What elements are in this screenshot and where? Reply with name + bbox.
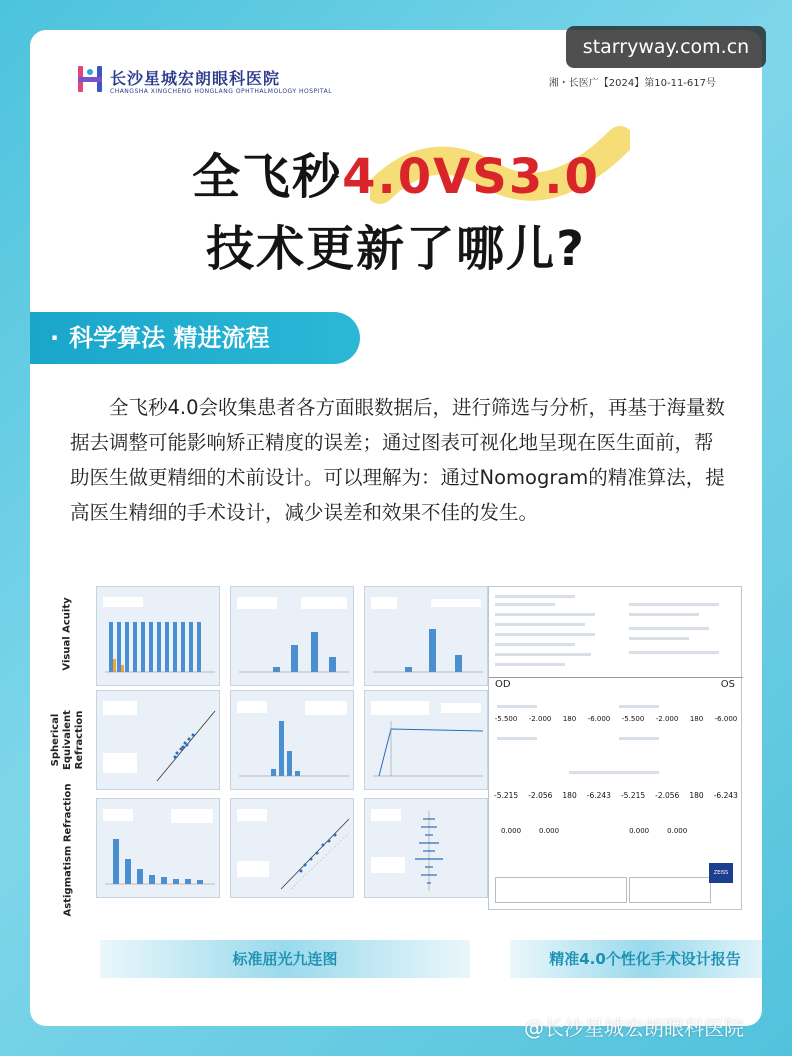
report-od-label: OD xyxy=(495,679,511,690)
section-bullet: · xyxy=(50,324,60,352)
bar-chart-graphic xyxy=(231,587,355,687)
chart-panel-9 xyxy=(364,798,488,898)
report-text-line xyxy=(495,633,595,636)
scatter-chart-graphic xyxy=(231,799,355,899)
title-version-highlight: 4.0VS3.0 xyxy=(342,149,600,205)
caption-nine-chart: 标准屈光九连图 xyxy=(100,940,470,978)
chart-panel-6 xyxy=(364,690,488,790)
bar-chart-graphic xyxy=(231,691,355,791)
vector-chart-graphic xyxy=(365,799,489,899)
refraction-nine-chart-figure xyxy=(48,582,468,917)
bar-chart-graphic xyxy=(365,587,489,687)
report-text-line xyxy=(495,653,591,656)
chart-panel-4 xyxy=(96,690,220,790)
report-text-line xyxy=(495,643,575,646)
report-text-line xyxy=(629,627,709,630)
site-watermark: starryway.com.cn xyxy=(566,26,766,68)
report-text-line xyxy=(619,737,659,740)
report-text-line xyxy=(629,651,719,654)
report-text-line xyxy=(495,595,575,598)
poster-card xyxy=(30,30,762,1026)
report-text-line xyxy=(495,623,585,626)
report-text-line xyxy=(629,603,719,606)
chart-panel-2 xyxy=(230,586,354,686)
row-label-astigmatism: Astigmatism Refraction xyxy=(62,783,73,917)
report-os-label: OS xyxy=(720,679,735,690)
report-notes-box xyxy=(495,877,627,903)
report-text-line xyxy=(619,705,659,708)
line-chart-graphic xyxy=(365,691,489,791)
report-value-row-2: -5.215 -2.056 180 -6.243 -5.215 -2.056 180 -6.243 xyxy=(494,791,738,800)
report-value-row-3: 0.000 0.000 0.000 0.000 xyxy=(501,827,688,835)
chart-panel-8 xyxy=(230,798,354,898)
report-value-row-1: -5.500 -2.000 180 -6.000 -5.500 -2.000 180 -6.000 xyxy=(494,715,738,723)
hospital-name-en: CHANGSHA XINGCHENG HONGLANG OPHTHALMOLOGY HOSPITAL xyxy=(110,88,333,95)
ad-license-number: 湘・长医广【2024】第10-11-617号 xyxy=(548,78,716,89)
surgical-design-report xyxy=(488,586,742,910)
section-heading-bar xyxy=(30,312,360,364)
report-signature-box xyxy=(629,877,711,903)
page-title-line1: 全飞秒4.0VS3.0 xyxy=(192,149,600,205)
report-text-line xyxy=(629,637,689,640)
chart-panel-3 xyxy=(364,586,488,686)
body-paragraph: 全飞秒4.0会收集患者各方面眼数据后，进行筛选与分析，再基于海量数据去调整可能影响矫正精度的误差；通过图表可视化地呈现在医生面前，帮助医生做更精细的术前设计。可以理解为：通过Nomogram的精准算法，提高医生精细的手术设计，减少误差和效果不佳的发生。 xyxy=(70,396,726,524)
zeiss-logo: ZEISS xyxy=(709,863,733,883)
scatter-chart-graphic xyxy=(97,691,221,791)
report-text-line xyxy=(495,663,565,666)
report-text-line xyxy=(629,613,699,616)
report-text-line xyxy=(495,603,555,606)
bar-chart-graphic xyxy=(97,587,221,687)
report-divider xyxy=(489,677,743,678)
chart-panel-5 xyxy=(230,690,354,790)
row-label-spherical-equivalent: Spherical Equivalent Refraction xyxy=(50,710,85,770)
hospital-name-cn: 长沙星城宏朗眼科医院 xyxy=(110,69,281,88)
row-label-visual-acuity: Visual Acuity xyxy=(62,597,74,671)
report-text-line xyxy=(569,771,659,774)
report-text-line xyxy=(495,613,595,616)
footer-account-watermark: @长沙星城宏朗眼科医院 xyxy=(524,1016,744,1040)
report-text-line xyxy=(497,705,537,708)
report-text-line xyxy=(497,737,537,740)
page-title-line2: 技术更新了哪儿? xyxy=(206,221,586,277)
section-heading: 科学算法 精进流程 xyxy=(69,324,270,352)
bar-chart-graphic xyxy=(97,799,221,899)
caption-design-report: 精准4.0个性化手术设计报告 xyxy=(510,940,762,978)
chart-panel-1 xyxy=(96,586,220,686)
chart-panel-7 xyxy=(96,798,220,898)
hospital-logo-icon xyxy=(76,64,104,96)
